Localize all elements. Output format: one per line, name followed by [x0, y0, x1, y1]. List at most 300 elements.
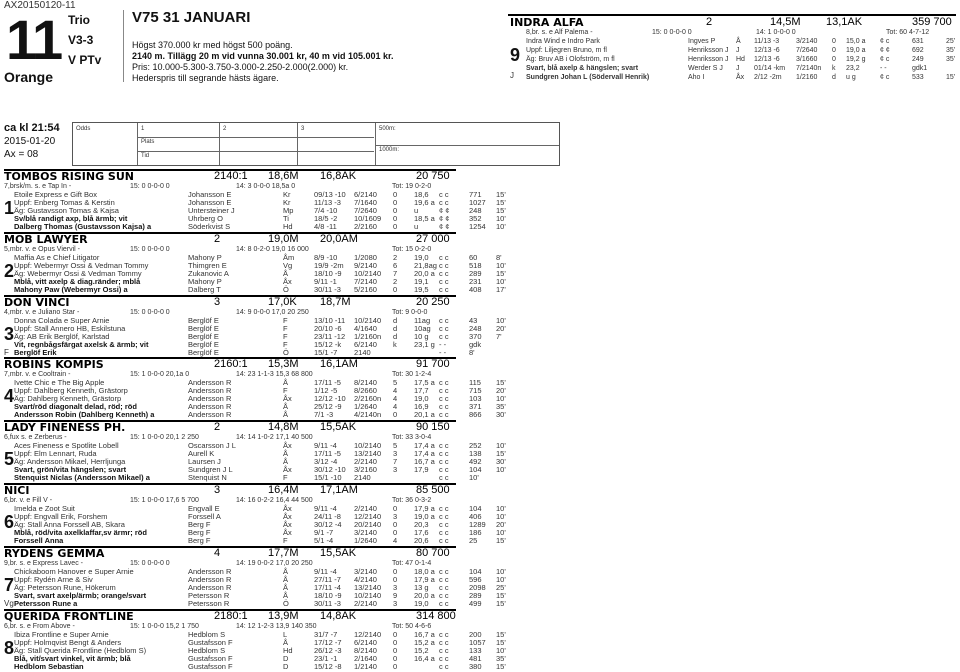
horse-row-cell: 23,1 g: [414, 340, 435, 349]
horse-row-cell: Kr: [283, 198, 291, 207]
horse-row-cell: 19,0: [414, 599, 429, 608]
horse-row-cell: 0: [393, 646, 398, 655]
horse-row-cell: c c: [439, 504, 449, 513]
horse-row-cell: 9/1 -7: [314, 528, 334, 537]
horse-row-cell: 15': [496, 536, 506, 545]
horse-row-cell: Å: [283, 410, 289, 419]
horse-name: DON VINCI: [4, 296, 70, 309]
horse-row-cell: Forssell Anna: [14, 536, 64, 545]
horse-row-cell: Andersson R: [188, 410, 232, 419]
horse-row-cell: u: [414, 222, 419, 231]
horse-earnings: 90 150: [416, 421, 450, 433]
horse-row-cell: 0: [393, 285, 398, 294]
horse-row-cell: Å: [283, 591, 289, 600]
horse-row-cell: Hd: [283, 646, 293, 655]
horse-row-cell: 0: [393, 190, 398, 199]
horse-row-cell: 3/2140: [354, 528, 377, 537]
horse-row-cell: 0: [393, 528, 398, 537]
horse-info: 6,br. v. e Fill V -: [4, 497, 53, 504]
horse-row-cell: 3/2140: [354, 567, 377, 576]
horse-info: 7,brsk/m. s. e Tap In -: [4, 183, 72, 190]
horse-row-cell: Ö: [283, 348, 289, 357]
horse-row-cell: 7: [393, 269, 398, 278]
horse-row-cell: Aces Fineness e Spotlite Lobell: [14, 441, 119, 450]
horse-row-cell: 4/8 -11: [314, 222, 337, 231]
horse-row-cell: 43: [469, 316, 478, 325]
horse-row-cell: 15': [496, 206, 506, 215]
horse-row-cell: 9/2140: [354, 261, 377, 270]
top-horse-row-cell: J: [736, 47, 740, 54]
horse-row-cell: ¢ ¢: [439, 222, 450, 231]
odds-divider: [219, 123, 220, 165]
top-horse-row-cell: ¢ c: [880, 56, 890, 63]
horse-name: LADY FINENESS PH.: [4, 421, 126, 434]
horse-row-cell: 0: [393, 198, 398, 207]
horse-row-cell: 30/11 -3: [314, 599, 341, 608]
horse-info: 6,fux s. e Zerberus -: [4, 434, 67, 441]
horse-row-cell: 1/2080: [354, 253, 377, 262]
horse-row-cell: 15,2 a: [414, 638, 435, 647]
horse-row-cell: c c: [439, 528, 449, 537]
horse-row-cell: Mahony Paw (Webermyr Ossi) a: [14, 285, 128, 294]
horse-row-cell: 18/10 -9: [314, 591, 342, 600]
horse-row-cell: Ibiza Frontline e Super Arnie: [14, 630, 109, 639]
horse-row-cell: 15': [496, 198, 506, 207]
horse-row-cell: 17/11 -5: [314, 449, 341, 458]
horse-row-cell: 15/1 -10: [314, 473, 342, 482]
horse-row-cell: 8': [469, 348, 475, 357]
horse-row-cell: 10': [496, 441, 506, 450]
horse-row-cell: Åx: [283, 520, 292, 529]
horse-earnings: 91 700: [416, 358, 450, 370]
horse-row-cell: Äg: Dahlberg Kenneth, Grästorp: [14, 394, 122, 403]
top-horse-info: 8,br. s. e Alf Palema -: [526, 29, 593, 36]
odds-hline: [375, 145, 559, 146]
horse-row-cell: c c: [439, 520, 449, 529]
horse-record2: 18,7M: [320, 296, 351, 308]
horse-row-cell: 6: [393, 261, 398, 270]
horse-row-cell: 13/10 -11: [314, 316, 346, 325]
horse-record2: 15,5AK: [320, 547, 357, 559]
horse-row-cell: 12/2140: [354, 512, 382, 521]
horse-name: NICI: [4, 484, 30, 497]
horse-row-cell: 17,5 a: [414, 378, 435, 387]
horse-row-cell: 6/2140: [354, 340, 377, 349]
horse-row-cell: Svart, grön/vita hängslen; svart: [14, 465, 127, 474]
top-horse-row-cell: 249: [912, 56, 924, 63]
horse-row-cell: Berglöf E: [188, 340, 219, 349]
horse-record1: 14,8M: [268, 421, 299, 433]
horse-row-cell: Söderkvist S: [188, 222, 231, 231]
horse-distance: 2180:1: [214, 610, 248, 622]
horse-row-cell: 10': [496, 214, 506, 223]
horse-row-cell: Ö: [283, 285, 289, 294]
horse-row-cell: 596: [469, 575, 482, 584]
horse-earnings: 314 800: [416, 610, 456, 622]
horse-row-cell: 5/2160: [354, 285, 377, 294]
horse-year15: 15: 0 0-0-0 0: [130, 560, 170, 567]
horse-earnings: 20 250: [416, 296, 450, 308]
horse-rule: [4, 295, 456, 297]
race-info-line: 2140 m. Tillägg 20 m vid vunna 30.001 kr, 40 m vid 105.001 kr.: [132, 51, 394, 61]
horse-row-cell: 13/2140: [354, 449, 382, 458]
horse-row-cell: 10': [496, 465, 506, 474]
horse-row-cell: 352: [469, 214, 482, 223]
horse-row-cell: 2: [393, 277, 398, 286]
horse-row-cell: F: [283, 473, 288, 482]
horse-year15: 15: 0 0-0-0 0: [130, 183, 170, 190]
horse-row-cell: 31/7 -7: [314, 630, 338, 639]
horse-row-cell: 0: [393, 504, 398, 513]
race-info-line: Hederspris till segrande hästs ägare.: [132, 73, 279, 83]
game-type-trio: Trio: [68, 13, 91, 27]
horse-start-number: 2: [4, 261, 15, 281]
horse-row-cell: 19,0 a: [414, 512, 435, 521]
top-horse-row-cell: Å: [736, 38, 741, 45]
horse-earnings: 80 700: [416, 547, 450, 559]
horse-row-cell: Mp: [283, 206, 294, 215]
horse-row-cell: Åx: [283, 277, 292, 286]
horse-row-cell: 60: [469, 253, 478, 262]
horse-year15: 15: 1 0-0-0 17,6 5 700: [130, 497, 199, 504]
horse-row-cell: 20': [496, 386, 506, 395]
horse-record2: 15,5AK: [320, 421, 357, 433]
race-info-line: Högst 370.000 kr med högst 500 poäng.: [132, 40, 293, 50]
horse-row-cell: 0: [393, 575, 398, 584]
horse-row-cell: 10/1609: [354, 214, 382, 223]
top-horse-number: 9: [510, 45, 521, 65]
horse-row-cell: 24/11 -8: [314, 512, 341, 521]
horse-year14: 14: 16 0-2-2 16,4 44 500: [236, 497, 313, 504]
horse-row-cell: Uppf: Stall Annero HB, Eskilstuna: [14, 324, 126, 333]
horse-name: MOB LAWYER: [4, 233, 88, 246]
horse-row-cell: c c: [439, 567, 449, 576]
horse-row-cell: c c: [439, 277, 449, 286]
top-horse-row-cell: ¢ ¢: [880, 47, 890, 54]
horse-row-cell: c c: [439, 638, 449, 647]
race-title: V75 31 JANUARI: [132, 9, 251, 26]
horse-row-cell: 18,6: [414, 190, 429, 199]
horse-row-cell: D: [283, 654, 289, 663]
horse-record1: 17,7M: [268, 547, 299, 559]
horse-row-cell: Petersson R: [188, 599, 230, 608]
top-horse-row-cell: Äg: Bruv AB i Olofström, m fl: [526, 56, 615, 63]
horse-row-cell: 4: [393, 394, 398, 403]
horse-row-cell: 16,9: [414, 402, 429, 411]
horse-row-cell: Åx: [283, 394, 292, 403]
race-code: AX20150120-11: [4, 0, 76, 11]
horse-row-cell: 20': [496, 520, 506, 529]
horse-row-cell: 3: [393, 465, 398, 474]
top-horse-row-cell: 12/13 -6: [754, 47, 780, 54]
horse-row-cell: 3: [393, 583, 398, 592]
horse-row-cell: 25/12 -9: [314, 402, 342, 411]
horse-row-cell: 0: [393, 410, 398, 419]
odds-label: Odds: [76, 126, 91, 132]
game-type-vptv: V PTv: [68, 53, 102, 67]
horse-row-cell: 15': [496, 599, 506, 608]
horse-record2: 16,8AK: [320, 170, 357, 182]
horse-total: Tot: 50 4-6-6: [392, 623, 432, 630]
horse-row-cell: 0: [393, 662, 398, 671]
horse-row-cell: c c: [439, 457, 449, 466]
horse-row-cell: c c: [439, 253, 449, 262]
horse-row-cell: 10': [496, 394, 506, 403]
horse-row-cell: Andersson R: [188, 386, 232, 395]
horse-row-cell: 248: [469, 206, 482, 215]
top-horse-row-cell: d: [832, 74, 836, 81]
horse-row-cell: 406: [469, 512, 482, 521]
horse-row-cell: c c: [439, 198, 449, 207]
tid-label: Tid: [141, 153, 150, 159]
horse-row-cell: Åx: [283, 465, 292, 474]
horse-total: Tot: 36 0-3-2: [392, 497, 432, 504]
top-horse-row-cell: Indra Wind e Indro Park: [526, 38, 600, 45]
horse-year14: 14: 3 0-0-0 18,5a 0: [236, 183, 296, 190]
top-horse-row-cell: k: [832, 65, 836, 72]
horse-row-cell: 0: [393, 638, 398, 647]
horse-year15: 15: 1 0-0-0 20,1 2 250: [130, 434, 199, 441]
horse-row-cell: 10': [496, 646, 506, 655]
horse-row-cell: Åx: [283, 441, 292, 450]
horse-row-cell: 17,6: [414, 528, 429, 537]
horse-name: ROBINS KOMPIS: [4, 358, 104, 371]
top-horse-row-cell: 12/13 -6: [754, 56, 780, 63]
horse-row-cell: Ö: [283, 599, 289, 608]
horse-year14: 14: 14 1-0-2 17,1 40 500: [236, 434, 313, 441]
horse-row-cell: Andersson R: [188, 567, 232, 576]
horse-row-cell: Berglöf E: [188, 332, 219, 341]
horse-year15: 15: 1 0-0-0 20,1a 0: [130, 371, 190, 378]
horse-row-cell: 7': [496, 332, 502, 341]
top-horse-row-cell: 11/13 -3: [754, 38, 780, 45]
top-horse-row-cell: Ingves P: [688, 38, 716, 45]
horse-row-cell: 15': [496, 638, 506, 647]
horse-row-cell: Andersson Robin (Dahlberg Kenneth) a: [14, 410, 155, 419]
horse-row-cell: Dalberg Thomas (Gustavsson Kajsa) a: [14, 222, 152, 231]
horse-distance: 2140:1: [214, 170, 248, 182]
horse-row-cell: gdk: [469, 340, 482, 349]
horse-start-number: 8: [4, 638, 15, 658]
horse-row-cell: 10': [496, 222, 506, 231]
horse-row-cell: 138: [469, 449, 482, 458]
horse-row-cell: Untersteiner J: [188, 206, 235, 215]
horse-record1: 16,4M: [268, 484, 299, 496]
horse-row-cell: Hedblom Sebastian: [14, 662, 84, 671]
odds-500m: 500m:: [379, 126, 396, 132]
horse-row-cell: 8': [496, 253, 502, 262]
top-horse-row-cell: 3/1660: [796, 56, 818, 63]
horse-row-cell: 4/2140: [354, 575, 377, 584]
horse-row-cell: 20/2140: [354, 520, 382, 529]
horse-row-cell: Etoile Express e Gift Box: [14, 190, 97, 199]
horse-row-cell: 17,4 a: [414, 441, 435, 450]
horse-row-cell: 30/12 -4: [314, 520, 342, 529]
horse-row-cell: 715: [469, 386, 482, 395]
top-horse-row-cell: Henriksson J: [688, 47, 729, 54]
horse-row-cell: 20,1 a: [414, 410, 435, 419]
horse-row-cell: c c: [439, 261, 449, 270]
top-horse-row-cell: 0: [832, 56, 836, 63]
horse-row-cell: Dalberg T: [188, 285, 221, 294]
horse-row-cell: Berglöf Erik: [14, 348, 57, 357]
horse-row-cell: 18,0 a: [414, 567, 435, 576]
horse-year15: 15: 0 0-0-0 0: [130, 309, 170, 316]
odds-time-box: [4, 122, 60, 161]
horse-row-cell: 25: [469, 536, 478, 545]
horse-name: QUERIDA FRONTLINE: [4, 610, 134, 623]
horse-row-cell: 0: [393, 654, 398, 663]
horse-row-cell: c c: [439, 662, 449, 671]
horse-row-cell: Uppf: Rydén Arne & Siv: [14, 575, 93, 584]
horse-row-cell: 19/9 -2m: [314, 261, 344, 270]
horse-row-cell: 499: [469, 599, 482, 608]
horse-row-cell: Å: [283, 402, 289, 411]
horse-row-cell: Gustafsson F: [188, 638, 233, 647]
top-horse-row-cell: 15': [946, 74, 956, 81]
horse-row-cell: 10/2140: [354, 441, 382, 450]
horse-row-cell: 7/4 -10: [314, 206, 338, 215]
horse-row-cell: 200: [469, 630, 482, 639]
horse-row-cell: 15,2: [414, 646, 429, 655]
horse-row-cell: 18,5 a: [414, 214, 435, 223]
horse-row-cell: Å: [283, 575, 289, 584]
top-horse-row-cell: - -: [880, 65, 887, 72]
top-horse-stat2: 14,5M: [770, 16, 801, 28]
horse-row-cell: 289: [469, 591, 482, 600]
horse-row-cell: Zukanovic A: [188, 269, 229, 278]
top-horse-row-cell: 692: [912, 47, 924, 54]
horse-row-cell: 17,7: [414, 386, 429, 395]
horse-row-cell: 0: [393, 206, 398, 215]
horse-row-cell: 5: [393, 378, 398, 387]
horse-row-cell: L: [283, 630, 288, 639]
top-horse-row-cell: 1/2160: [796, 74, 818, 81]
horse-row-cell: 0: [393, 520, 398, 529]
horse-row-cell: Johansson E: [188, 198, 232, 207]
horse-row-cell: Andersson R: [188, 378, 232, 387]
horse-row-cell: 103: [469, 394, 482, 403]
horse-row-cell: F: [283, 324, 288, 333]
horse-row-cell: 104: [469, 465, 482, 474]
horse-row-cell: 4: [393, 386, 398, 395]
horse-row-cell: F: [283, 386, 288, 395]
top-horse-row-cell: Hd: [736, 56, 745, 63]
horse-row-cell: c c: [439, 473, 449, 482]
horse-row-cell: c c: [439, 465, 449, 474]
horse-row-cell: Åm: [283, 253, 295, 262]
horse-row-cell: 10': [496, 261, 506, 270]
horse-row-cell: 19,1: [414, 277, 429, 286]
horse-row-cell: 21,8ag: [414, 261, 437, 270]
horse-row-cell: 10': [496, 528, 506, 537]
game-type-v3: V3-3: [68, 33, 94, 47]
horse-row-cell: c c: [439, 285, 449, 294]
horse-row-cell: 18/5 -2: [314, 214, 338, 223]
top-horse-row-cell: 25': [946, 38, 956, 45]
horse-row-cell: 771: [469, 190, 482, 199]
horse-row-cell: 6/2140: [354, 190, 377, 199]
horse-distance: 2: [214, 233, 221, 245]
horse-row-cell: 2/2140: [354, 457, 377, 466]
top-horse-row-cell: ¢ c: [880, 74, 890, 81]
horse-row-cell: 186: [469, 528, 482, 537]
horse-row-cell: 12/2140: [354, 630, 382, 639]
horse-year15: 15: 0 0-0-0 0: [130, 246, 170, 253]
horse-row-cell: 17,4 a: [414, 449, 435, 458]
horse-name: RYDENS GEMMA: [4, 547, 105, 560]
horse-name: TOMBOS RISING SUN: [4, 170, 134, 183]
game-types: [68, 14, 118, 74]
horse-row-cell: Andersson R: [188, 575, 232, 584]
horse-row-cell: 6/2140: [354, 638, 377, 647]
horse-row-cell: 8/2140: [354, 646, 377, 655]
horse-row-cell: Stenquist Niclas (Andersson Mikael) a: [14, 473, 150, 482]
horse-row-cell: Sv/blå randigt axp, blå ärmb; vit: [14, 214, 128, 223]
horse-row-cell: Vit, regnbågsfärgat axelsk & ärmb; vit: [14, 340, 149, 349]
top-horse-row-cell: 35': [946, 56, 956, 63]
top-horse-row-cell: Sundgren Johan L (Södervall Henrik): [526, 74, 650, 81]
horse-row-cell: k: [393, 340, 397, 349]
horse-row-cell: Kr: [283, 190, 291, 199]
horse-row-cell: 4/2140n: [354, 410, 382, 419]
horse-row-cell: 15': [496, 591, 506, 600]
horse-row-cell: 1057: [469, 638, 486, 647]
horse-row-cell: 19,6 a: [414, 198, 435, 207]
horse-row-cell: 5/1 -4: [314, 536, 334, 545]
horse-row-cell: c c: [439, 449, 449, 458]
horse-row-cell: 19,0: [414, 253, 429, 262]
odds-table: [72, 122, 560, 166]
top-horse-row-cell: Werder S J: [688, 65, 723, 72]
horse-info: 7,mbr. v. e Cooltrain -: [4, 371, 71, 378]
top-horse-row-cell: 7/2140n: [796, 65, 822, 72]
horse-row-cell: 15/12 -8: [314, 662, 342, 671]
horse-row-cell: 17/11 -5: [314, 378, 341, 387]
horse-earnings: 85 500: [416, 484, 450, 496]
horse-row-cell: 289: [469, 269, 482, 278]
horse-letter: F: [4, 348, 9, 357]
horse-row-cell: d: [393, 316, 398, 325]
horse-row-cell: Å: [283, 638, 289, 647]
horse-row-cell: c c: [439, 654, 449, 663]
horse-row-cell: ¢ ¢: [439, 206, 450, 215]
horse-row-cell: 20,0 a: [414, 269, 435, 278]
horse-row-cell: 17,9 a: [414, 575, 435, 584]
horse-row-cell: 18/10 -9: [314, 269, 342, 278]
horse-row-cell: 15': [496, 662, 506, 671]
odds-col-1: 1: [141, 126, 145, 132]
horse-row-cell: Stenquist N: [188, 473, 227, 482]
horse-row-cell: c c: [439, 324, 449, 333]
horse-row-cell: 2098: [469, 583, 486, 592]
horse-row-cell: Aurell K: [188, 449, 215, 458]
horse-year14: 14: 8 0-2-0 19,0 16 000: [236, 246, 309, 253]
horse-row-cell: 4: [393, 402, 398, 411]
horse-row-cell: 19,5: [414, 285, 429, 294]
horse-row-cell: 2/2160: [354, 222, 377, 231]
horse-row-cell: 23/11 -12: [314, 332, 346, 341]
top-horse-row-cell: 3/2140: [796, 38, 818, 45]
horse-row-cell: 1289: [469, 520, 486, 529]
horse-row-cell: 4: [393, 536, 398, 545]
horse-row-cell: 0: [393, 214, 398, 223]
top-horse-y15: 15: 0 0-0-0 0: [652, 29, 692, 36]
horse-distance: 4: [214, 547, 221, 559]
horse-row-cell: D: [283, 662, 289, 671]
horse-row-cell: Äg: Petersson Rune, Hökerum: [14, 583, 116, 592]
horse-row-cell: Svart/röd diagonalt delad, röd; röd: [14, 402, 137, 411]
